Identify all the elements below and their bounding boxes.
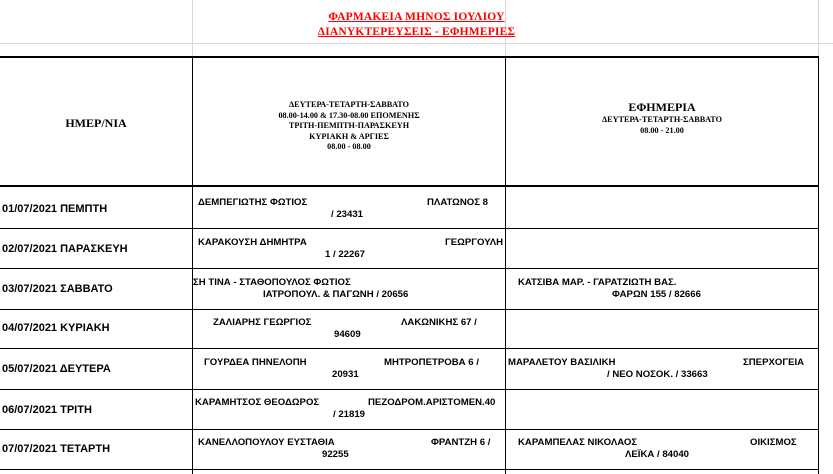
row-divider <box>0 429 819 430</box>
row-date: 01/07/2021 ΠΕΜΠΤΗ <box>2 203 108 215</box>
night-pharmacy-street: ΠΕΖΟΔΡΟΜ.ΑΡΙΣΤΟΜΕΝ.40 <box>368 397 496 408</box>
night-pharmacy-phone: 20931 <box>332 369 359 380</box>
night-pharmacy-name: ΚΑΝΕΛΛΟΠΟΥΛΟΥ ΕΥΣΤΑΘΙΑ <box>198 437 335 448</box>
night-pharmacy-phone: 94609 <box>334 329 361 340</box>
duty-pharmacy-address: ΛΕΪΚΑ / 84040 <box>625 449 689 460</box>
night-pharmacy-name: ΚΑΡΑΚΟΥΣΗ ΔΗΜΗΤΡΑ <box>198 237 307 248</box>
row-divider <box>0 268 819 269</box>
night-pharmacy-street: ΠΛΑΤΩΝΟΣ 8 <box>427 197 488 208</box>
row-divider <box>0 469 819 470</box>
row-divider <box>0 348 819 349</box>
table-border-top <box>0 56 819 58</box>
grid-line <box>0 43 833 44</box>
row-divider <box>0 228 819 229</box>
duty-pharmacy-name: ΜΑΡΑΛΕΤΟΥ ΒΑΣΙΛΙΚΗ <box>508 357 616 368</box>
row-date: 04/07/2021 ΚΥΡΙΑΚΗ <box>2 322 110 334</box>
page-title: ΦΑΡΜΑΚΕΙΑ ΜΗΝΟΣ ΙΟΥΛΙΟΥ <box>328 11 505 23</box>
row-date: 02/07/2021 ΠΑΡΑΣΚΕΥΗ <box>2 243 128 255</box>
night-pharmacy-phone: / 23431 <box>331 209 364 220</box>
table-border-header <box>0 185 819 187</box>
night-pharmacy-street: ΜΗΤΡΟΠΕΤΡΟΒΑ 6 / <box>384 357 479 368</box>
night-pharmacy-name: ΖΑΛΙΑΡΗΣ ΓΕΩΡΓΙΟΣ <box>213 317 312 328</box>
table-border-right <box>818 56 819 474</box>
duty-pharmacy-name: ΚΑΤΣΙΒΑ ΜΑΡ. - ΓΑΡΑΤΖΙΩΤΗ ΒΑΣ. <box>518 277 677 288</box>
night-pharmacy-name: ΓΟΥΡΔΕΑ ΠΗΝΕΛΟΠΗ <box>204 357 307 368</box>
row-date: 07/07/2021 ΤΕΤΑΡΤΗ <box>2 443 111 455</box>
row-date: 03/07/2021 ΣΑΒΒΑΤΟ <box>2 283 113 295</box>
night-pharmacy-phone: / 21819 <box>333 409 366 420</box>
header-night-schedule: ΔΕΥΤΕΡΑ-ΤΕΤΑΡΤΗ-ΣΑΒΒΑΤΟ 08.00-14.00 & 17.30-08.00 ΕΠΟΜΕΝΗΣ ΤΡΙΤΗ-ΠΕΜΠΤΗ-ΠΑΡΑΣΚΕΥΗ ΚΥΡΙΑΚΗ & ΑΡΓΙΕΣ 08.00 - 08.00 <box>278 100 420 152</box>
night-pharmacy-name: ΚΑΡΑΜΗΤΣΟΣ ΘΕΟΔΩΡΟΣ <box>195 397 320 408</box>
row-date: 05/07/2021 ΔΕΥΤΕΡΑ <box>2 363 111 375</box>
night-pharmacy-phone: 1 / 22267 <box>325 249 366 260</box>
night-pharmacy-street: ΓΕΩΡΓΟΥΛΗ <box>445 237 504 248</box>
night-pharmacy-street: ΛΑΚΩΝΙΚΗΣ 67 / <box>401 317 477 328</box>
row-divider <box>0 309 819 310</box>
night-pharmacy-address: ΙΑΤΡΟΠΟΥΛ. & ΠΑΓΩΝΗ / 20656 <box>263 289 409 300</box>
row-date: 06/07/2021 ΤΡΙΤΗ <box>2 404 92 416</box>
duty-pharmacy-address: / ΝΕΟ ΝΟΣΟΚ. / 33663 <box>607 369 708 380</box>
header-duty: ΕΦΗΜΕΡΙΑ ΔΕΥΤΕΡΑ-ΤΕΤΑΡΤΗ-ΣΑΒΒΑΤΟ 08.00 - 21.00 <box>602 100 722 135</box>
night-pharmacy-phone: 92255 <box>322 449 349 460</box>
duty-pharmacy-street: ΣΠΕΡΧΟΓΕΙΑ <box>743 357 805 368</box>
night-pharmacy-name: ΔΕΜΠΕΓΙΩΤΗΣ ΦΩΤΙΟΣ <box>198 197 308 208</box>
page-subtitle: ΔΙΑΝΥΚΤΕΡΕΥΣΕΙΣ - ΕΦΗΜΕΡΙΕΣ <box>317 26 516 38</box>
row-divider <box>0 389 819 390</box>
duty-pharmacy-street: ΟΙΚΙΣΜΟΣ <box>750 437 797 448</box>
night-pharmacy-name: ΣΗ ΤΙΝΑ - ΣΤΑΘΟΠΟΥΛΟΣ ΦΩΤΙΟΣ <box>193 277 351 288</box>
header-date: ΗΜΕΡ/ΝΙΑ <box>65 116 127 130</box>
duty-pharmacy-name: ΚΑΡΑΜΠΕΛΑΣ ΝΙΚΟΛΑΟΣ <box>518 437 638 448</box>
night-pharmacy-street: ΦΡΑΝΤΖΗ 6 / <box>431 437 491 448</box>
duty-pharmacy-address: ΦΑΡΩΝ 155 / 82666 <box>612 289 701 300</box>
